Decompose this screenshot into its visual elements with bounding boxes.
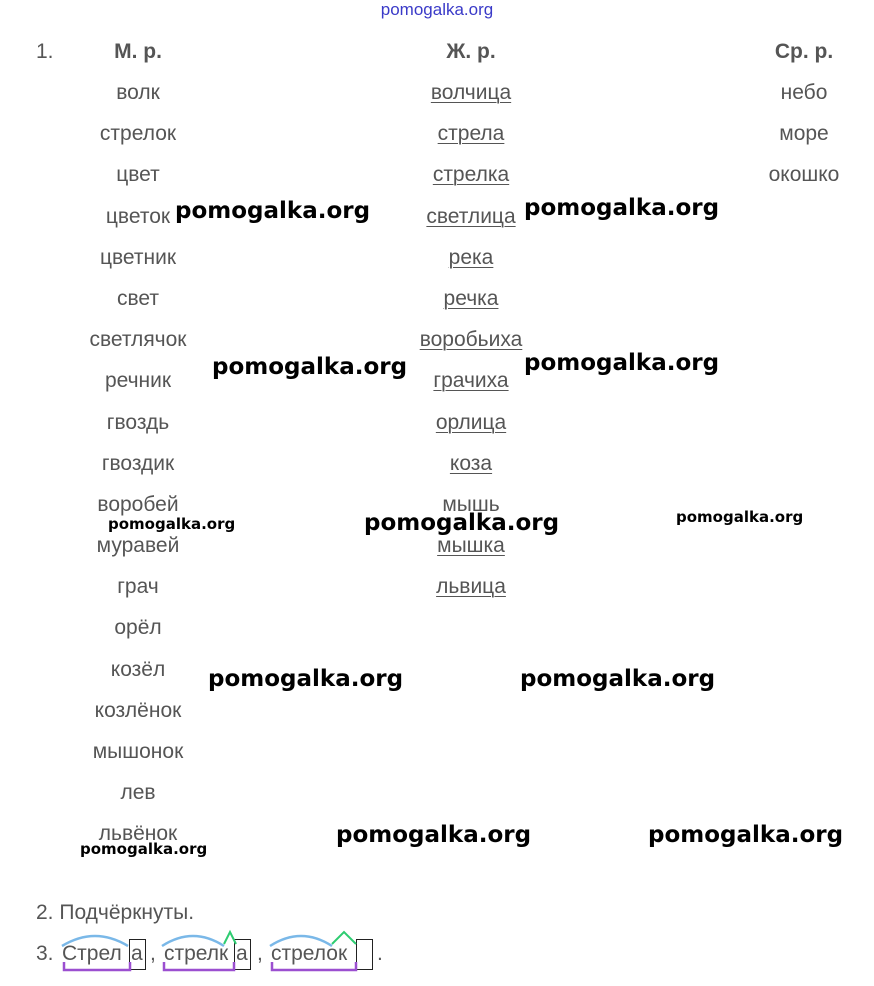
watermark: pomogalka.org [524, 350, 720, 376]
masculine-word-text: стрелок [99, 122, 177, 146]
feminine-word [371, 113, 571, 154]
feminine-word-text: речка [443, 286, 499, 310]
masculine-word-text: львёнок [98, 822, 178, 846]
masculine-word [38, 731, 238, 772]
watermark: pomogalka.org [648, 822, 844, 848]
watermark: pomogalka.org [108, 515, 236, 533]
watermark: pomogalka.org [175, 198, 371, 224]
masculine-word-text: мышонок [92, 740, 184, 763]
masculine-word [38, 566, 238, 607]
masculine-word-text: козлёнок [94, 698, 182, 722]
masculine-word-text: речник [104, 369, 172, 393]
watermark: pomogalka.org [80, 840, 208, 858]
masculine-word-text: гвоздь [106, 410, 170, 434]
task3-sep2: , [257, 942, 263, 965]
task3-word3-stem: стрелок [271, 942, 348, 965]
feminine-word-text: волчица [430, 81, 512, 104]
masculine-word [38, 360, 238, 401]
feminine-word [371, 443, 571, 484]
masculine-word-text: цвет [116, 163, 160, 187]
masculine-word-text: свет [116, 286, 160, 310]
feminine-word [371, 278, 571, 319]
top-watermark: pomogalka.org [380, 0, 494, 19]
feminine-word-text: мышь [442, 492, 500, 516]
masculine-word [38, 113, 238, 154]
header-feminine: Ж. р. [446, 40, 496, 63]
watermark: pomogalka.org [364, 510, 560, 536]
masculine-word [38, 72, 238, 113]
ending-box [356, 939, 373, 970]
task3-word1-ending: а [131, 942, 143, 965]
masculine-word-text: муравей [96, 534, 180, 558]
ending-box [234, 939, 251, 970]
masculine-word [38, 319, 238, 360]
masculine-word [38, 402, 238, 443]
masculine-word-text: цветник [99, 245, 177, 269]
masculine-word [38, 772, 238, 813]
watermark: pomogalka.org [212, 354, 408, 380]
neuter-column [704, 72, 874, 196]
masculine-word-text: волк [116, 81, 160, 104]
watermark: pomogalka.org [336, 822, 532, 848]
neuter-word-text: окошко [768, 163, 840, 187]
masculine-word-text: орёл [114, 616, 162, 640]
masculine-column [38, 72, 238, 855]
feminine-word [371, 402, 571, 443]
masculine-word-text: гвоздик [101, 451, 175, 475]
feminine-word-text: река [448, 245, 494, 269]
masculine-word [38, 690, 238, 731]
masculine-word-text: грач [117, 575, 159, 599]
feminine-word [371, 566, 571, 607]
feminine-word-text: коза [449, 451, 493, 475]
feminine-word-text: грачиха [433, 369, 509, 393]
watermark: pomogalka.org [208, 666, 404, 692]
masculine-word-text: лев [120, 781, 156, 805]
task3-word2-stem: стрелк [164, 942, 229, 965]
masculine-word [38, 278, 238, 319]
feminine-word-text: стрела [437, 122, 505, 146]
task3-sep1: , [150, 942, 156, 965]
task2-text: 2. Подчёркнуты. [36, 901, 195, 924]
neuter-word-text: море [779, 122, 829, 146]
task3-sep3: . [377, 942, 383, 965]
feminine-word-text: светлица [426, 204, 516, 228]
watermark: pomogalka.org [676, 508, 804, 526]
feminine-word-text: львица [436, 575, 506, 599]
header-neuter: Ср. р. [774, 40, 834, 63]
task1-number: 1. [36, 40, 54, 63]
feminine-word [371, 154, 571, 195]
masculine-word [38, 154, 238, 195]
watermark: pomogalka.org [524, 195, 720, 221]
masculine-word-text: воробей [97, 492, 179, 516]
task3-word1-stem: Стрел [62, 942, 122, 965]
feminine-word [371, 237, 571, 278]
masculine-word-text: цветок [105, 204, 171, 228]
masculine-word [38, 237, 238, 278]
feminine-word-text: мышка [437, 534, 505, 558]
masculine-word [38, 607, 238, 648]
neuter-word-text: небо [780, 81, 828, 104]
feminine-word [371, 72, 571, 113]
ending-box [129, 939, 146, 970]
feminine-word-text: орлица [435, 410, 507, 434]
watermark: pomogalka.org [520, 666, 716, 692]
masculine-word-text: козёл [110, 657, 166, 681]
neuter-word [704, 113, 874, 154]
masculine-word-text: светлячок [89, 328, 187, 352]
neuter-word [704, 72, 874, 113]
masculine-word [38, 443, 238, 484]
feminine-word-text: стрелка [432, 163, 510, 187]
header-masculine: М. р. [114, 40, 162, 63]
task3-number: 3. [36, 942, 54, 965]
task3-word2-ending: а [236, 942, 248, 965]
feminine-word-text: воробьиха [419, 328, 523, 352]
neuter-word [704, 154, 874, 195]
